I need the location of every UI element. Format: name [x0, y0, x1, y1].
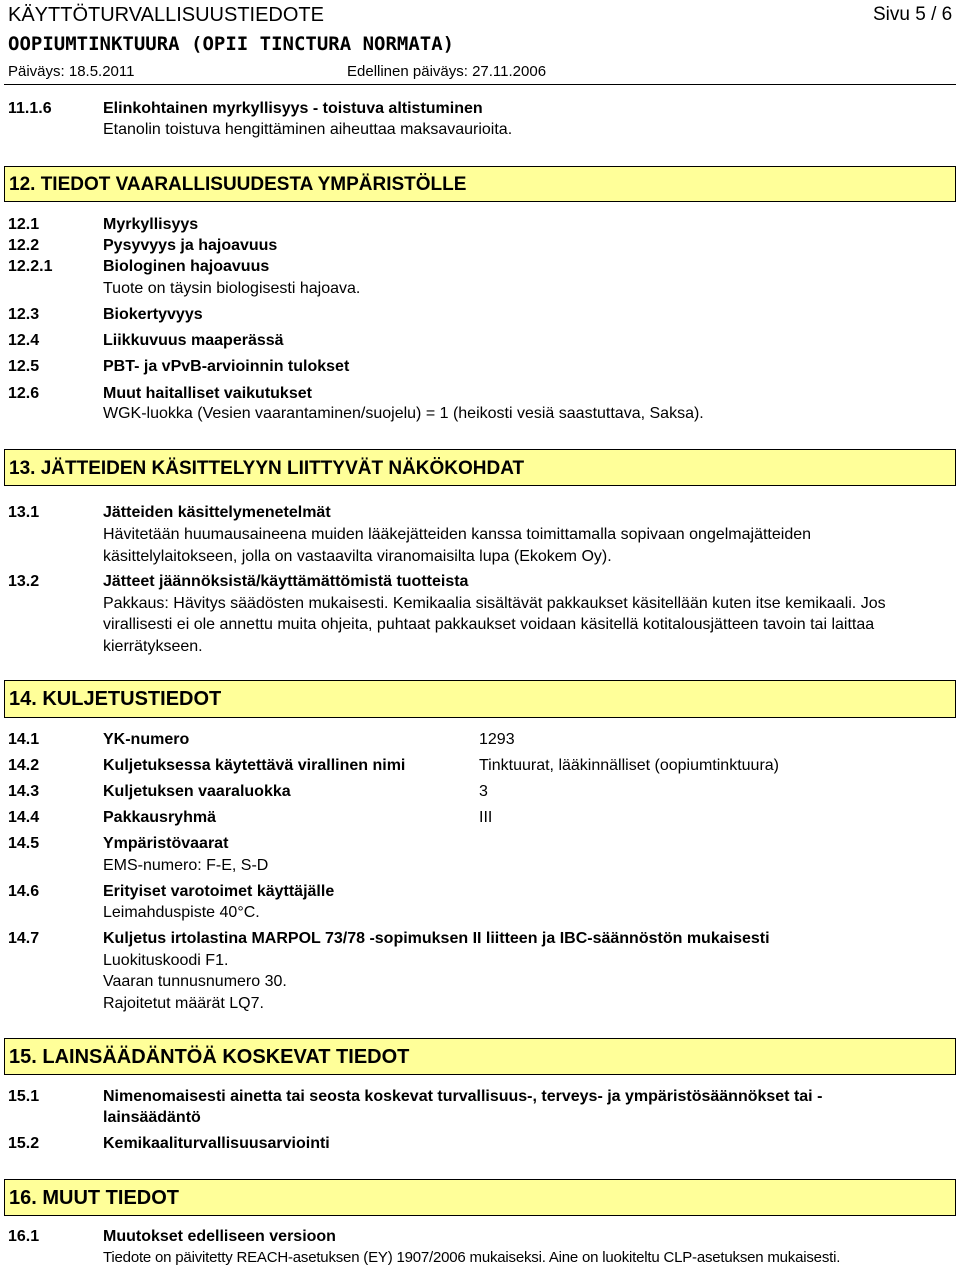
section-heading: Biologinen hajoavuus — [103, 258, 270, 275]
section-16-title: 16. MUUT TIEDOT — [9, 1187, 180, 1209]
section-number: 14.5 — [8, 835, 40, 852]
section-15-band — [4, 1038, 956, 1075]
section-heading: Jätteet jäännöksistä/käyttämättömistä tuotteista — [103, 573, 469, 590]
section-number: 12.2.1 — [8, 258, 53, 275]
section-heading: Myrkyllisyys — [103, 216, 199, 233]
section-text: Leimahduspiste 40°C. — [103, 904, 260, 921]
section-heading: PBT- ja vPvB-arvioinnin tulokset — [103, 358, 350, 375]
section-number: 13.1 — [8, 504, 40, 521]
section-number: 15.1 — [8, 1088, 40, 1105]
section-number: 11.1.6 — [8, 100, 52, 117]
section-15-title: 15. LAINSÄÄDÄNTÖÄ KOSKEVAT TIEDOT — [9, 1046, 410, 1068]
section-number: 12.2 — [8, 237, 40, 254]
section-16-band — [4, 1179, 956, 1216]
section-heading: Nimenomaisesti ainetta tai seosta koskevat turvallisuus-, terveys- ja ympäristösäännökset tai - — [103, 1088, 823, 1105]
section-heading: Jätteiden käsittelymenetelmät — [103, 504, 331, 521]
section-heading: Kuljetuksessa käytettävä virallinen nimi — [103, 757, 406, 774]
section-text: kierrätykseen. — [103, 638, 203, 655]
section-text: Tiedote on päivitetty REACH-asetuksen (EY) 1907/2006 mukaiseksi. Aine on luokiteltu CLP-asetuksen mukaisesti. — [103, 1249, 841, 1266]
product-name: OOPIUMTINKTUURA (OPII TINCTURA NORMATA) — [8, 33, 455, 55]
section-heading: Ympäristövaarat — [103, 835, 229, 852]
section-12-band — [4, 166, 956, 202]
section-number: 14.6 — [8, 883, 40, 900]
section-heading: Muutokset edelliseen versioon — [103, 1228, 336, 1245]
section-heading: Muut haitalliset vaikutukset — [103, 385, 312, 402]
section-heading: Liikkuvuus maaperässä — [103, 332, 284, 349]
header-divider — [4, 84, 956, 85]
section-heading: Kemikaaliturvallisuusarviointi — [103, 1135, 330, 1152]
issue-date: Päiväys: 18.5.2011 — [8, 63, 135, 80]
section-text: WGK-luokka (Vesien vaarantaminen/suojelu) = 1 (heikosti vesiä saastuttava, Saksa). — [103, 405, 704, 422]
section-heading: Pakkausryhmä — [103, 809, 216, 826]
section-text: Vaaran tunnusnumero 30. — [103, 973, 287, 990]
section-heading: Pysyvyys ja hajoavuus — [103, 237, 278, 254]
section-text: EMS-numero: F-E, S-D — [103, 857, 269, 874]
section-heading: YK-numero — [103, 731, 190, 748]
section-heading: Kuljetus irtolastina MARPOL 73/78 -sopimuksen II liitteen ja IBC-säännöstön mukaisesti — [103, 930, 770, 947]
section-heading: Biokertyvyys — [103, 306, 203, 323]
section-text: Hävitetään huumausaineena muiden lääkejätteiden kanssa toimittamalla sopivaan ongelmajätteiden — [103, 526, 812, 543]
field-value: 3 — [479, 783, 488, 800]
field-value: 1293 — [479, 731, 515, 748]
section-number: 12.1 — [8, 216, 40, 233]
section-number: 13.2 — [8, 573, 40, 590]
document-type: KÄYTTÖTURVALLISUUSTIEDOTE — [8, 4, 324, 26]
section-13-band — [4, 449, 956, 486]
section-number: 12.5 — [8, 358, 40, 375]
section-14-band — [4, 680, 956, 718]
section-text: Pakkaus: Hävitys säädösten mukaisesti. Kemikaalia sisältävät pakkaukset käsitellään kuten itse kemikaali. Jos — [103, 595, 886, 612]
section-number: 12.3 — [8, 306, 40, 323]
section-text: Tuote on täysin biologisesti hajoava. — [103, 280, 361, 297]
page-number: Sivu 5 / 6 — [873, 4, 953, 25]
section-number: 14.2 — [8, 757, 40, 774]
field-value: Tinktuurat, lääkinnälliset (oopiumtinktuura) — [479, 757, 779, 774]
section-12-title: 12. TIEDOT VAARALLISUUDESTA YMPÄRISTÖLLE — [9, 174, 467, 195]
section-text: virallisesti ei ole annettu muita ohjeita, puhtaat pakkaukset voidaan käsitellä kotitalousjätteen tavoin tai laittaa — [103, 616, 875, 633]
section-heading: lainsäädäntö — [103, 1109, 201, 1126]
section-text: Luokituskoodi F1. — [103, 952, 229, 969]
section-heading: Kuljetuksen vaaraluokka — [103, 783, 291, 800]
section-number: 14.1 — [8, 731, 40, 748]
section-13-title: 13. JÄTTEIDEN KÄSITTELYYN LIITTYVÄT NÄKÖKOHDAT — [9, 458, 525, 479]
section-number: 14.4 — [8, 809, 40, 826]
previous-date: Edellinen päiväys: 27.11.2006 — [347, 63, 547, 80]
section-text: Rajoitetut määrät LQ7. — [103, 995, 264, 1012]
field-value: III — [479, 809, 493, 826]
section-text: Etanolin toistuva hengittäminen aiheuttaa maksavaurioita. — [103, 121, 513, 138]
section-heading: Erityiset varotoimet käyttäjälle — [103, 883, 335, 900]
section-number: 15.2 — [8, 1135, 40, 1152]
section-14-title: 14. KULJETUSTIEDOT — [9, 688, 222, 710]
section-number: 16.1 — [8, 1228, 40, 1245]
section-number: 14.3 — [8, 783, 40, 800]
section-number: 12.4 — [8, 332, 40, 349]
section-heading: Elinkohtainen myrkyllisyys - toistuva altistuminen — [103, 100, 483, 117]
section-number: 14.7 — [8, 930, 40, 947]
section-number: 12.6 — [8, 385, 40, 402]
section-text: käsittelylaitokseen, jolla on vastaavilta viranomaisilta lupa (Ekokem Oy). — [103, 548, 612, 565]
